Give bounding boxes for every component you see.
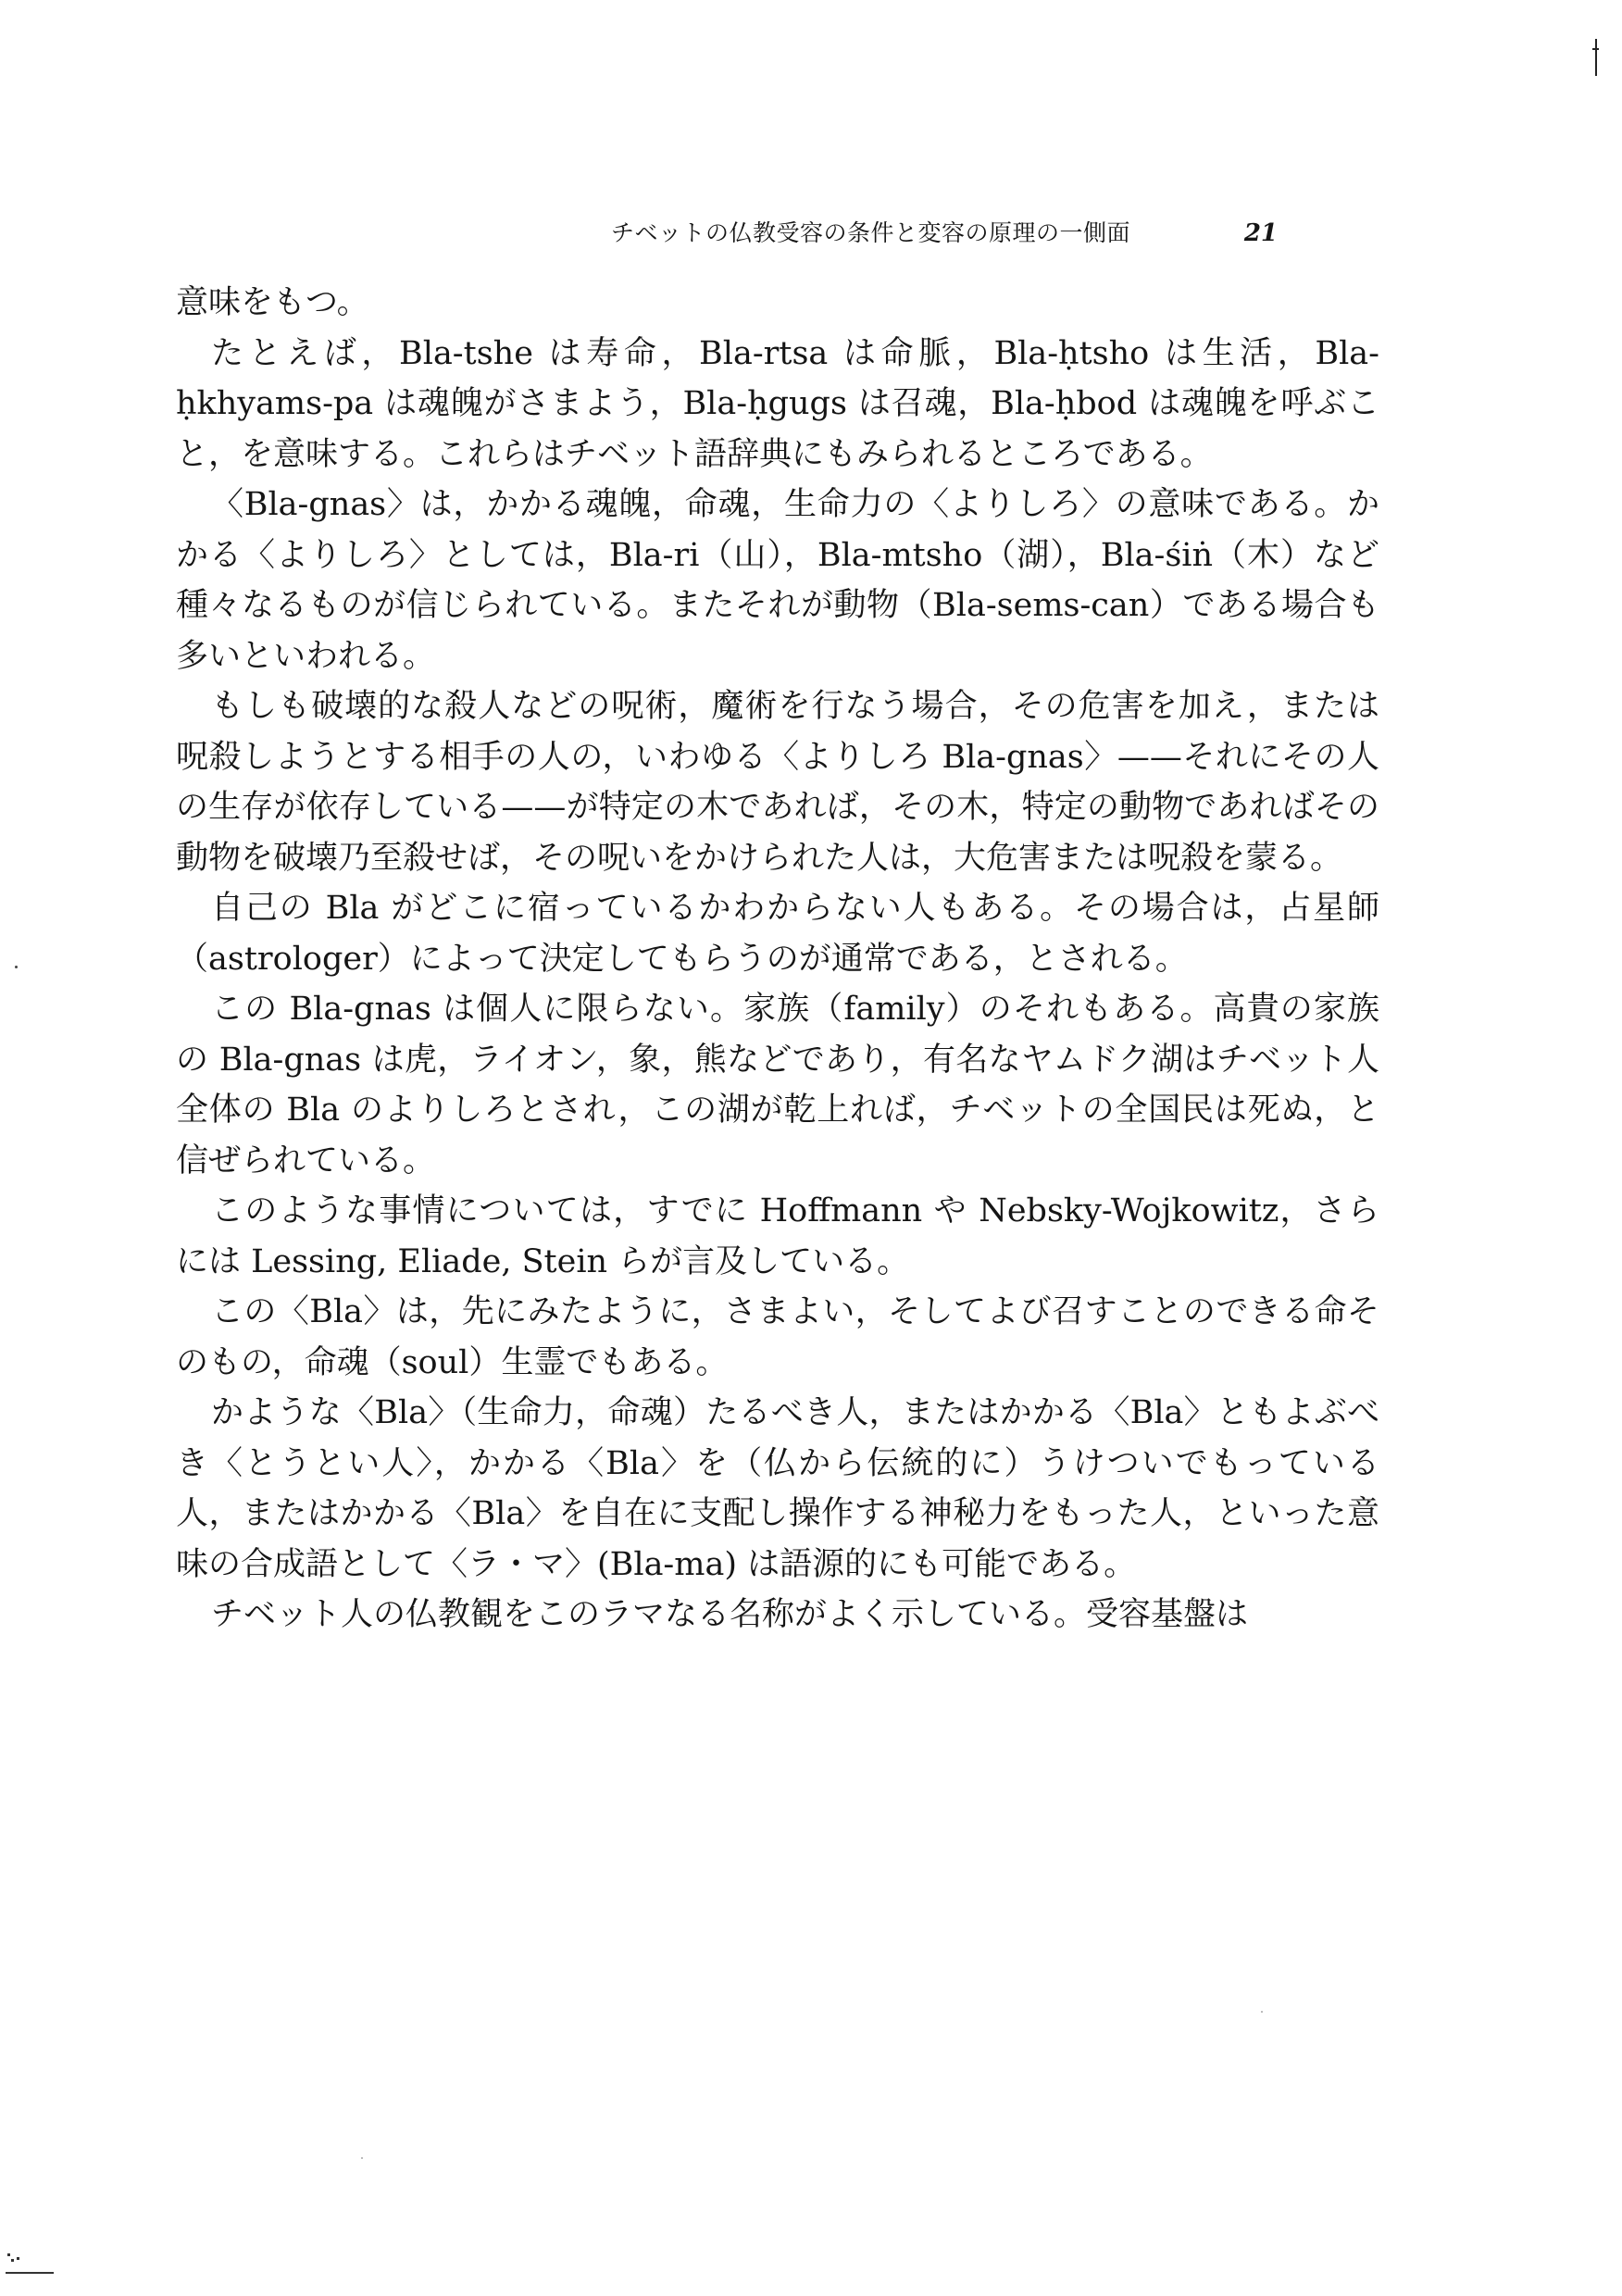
scan-speck <box>361 2157 363 2159</box>
running-title: チベットの仏教受容の条件と変容の原理の一側面 <box>611 219 1131 246</box>
paragraph: この Bla-gnas は個人に限らない。家族（family）のそれもある。高貴の家族の Bla-gnas は虎，ライオン，象，熊などであり，有名なヤムドク湖はチベット人全体の Bla のよりしろとされ，この湖が乾上れば，チベットの全国民は死ぬ，と信ぜられている。 <box>176 991 1379 1179</box>
page-number: 21 <box>1243 219 1278 247</box>
paragraph: 自己の Bla がどこに宿っているかわからない人もある。その場合は，占星師（astrologer）によって決定してもらうのが通常である，とされる。 <box>176 890 1379 978</box>
margin-speck <box>15 966 18 968</box>
paragraph: もしも破壊的な殺人などの呪術，魔術を行なう場合，その危害を加え，または呪殺しようとする相手の人の，いわゆる〈よりしろ Bla-gnas〉——それにその人の生存が依存している——が特定の木であれば，その木，特定の動物であればその動物を破壊乃至殺せば，その呪いをかけられた人は，大危害または呪殺を蒙る。 <box>176 688 1379 877</box>
paragraph: かような〈Bla〉（生命力，命魂）たるべき人，またはかかる〈Bla〉ともよぶべき〈とうとい人〉，かかる〈Bla〉を（仏から伝統的に）うけついでもっている人，またはかかる〈Bla〉を自在に支配し操作する神秘力をもった人，といった意味の合成語として〈ラ・マ〉(Bla-ma) は語源的にも可能である。 <box>176 1394 1379 1583</box>
paragraph: このような事情については，すでに Hoffmann や Nebsky-Wojkowitz，さらには Lessing, Eliade, Stein らが言及している。 <box>176 1192 1379 1280</box>
corner-crop-mark <box>1595 39 1597 76</box>
paragraph: チベット人の仏教観をこのラマなる名称がよく示している。受容基盤は <box>211 1596 1249 1633</box>
scan-artifact <box>6 2252 54 2274</box>
paragraph: 〈Bla-gnas〉は，かかる魂魄，命魂，生命力の〈よりしろ〉の意味である。かかる〈よりしろ〉としては，Bla-ri（山），Bla-mtsho（湖），Bla-śiṅ（木）など種々なるものが信じられている。またそれが動物（Bla-sems-can）である場合も多いといわれる。 <box>176 486 1379 675</box>
paragraph: たとえば，Bla-tshe は寿命，Bla-rtsa は命脈，Bla-ḥtsho は生活，Bla-ḥkhyams-pa は魂魄がさまよう，Bla-ḥgugs は召魂，Bla-ḥbod は魂魄を呼ぶこと，を意味する。これらはチベット語辞典にもみられるところである。 <box>176 334 1379 473</box>
paragraph: 意味をもつ。 <box>176 284 369 321</box>
body-text <box>176 278 1379 1641</box>
scan-speck <box>1261 2011 1263 2013</box>
running-header <box>611 215 1278 252</box>
paragraph: この〈Bla〉は，先にみたように，さまよい，そしてよび召すことのできる命そのもの，命魂（soul）生霊でもある。 <box>176 1293 1379 1381</box>
